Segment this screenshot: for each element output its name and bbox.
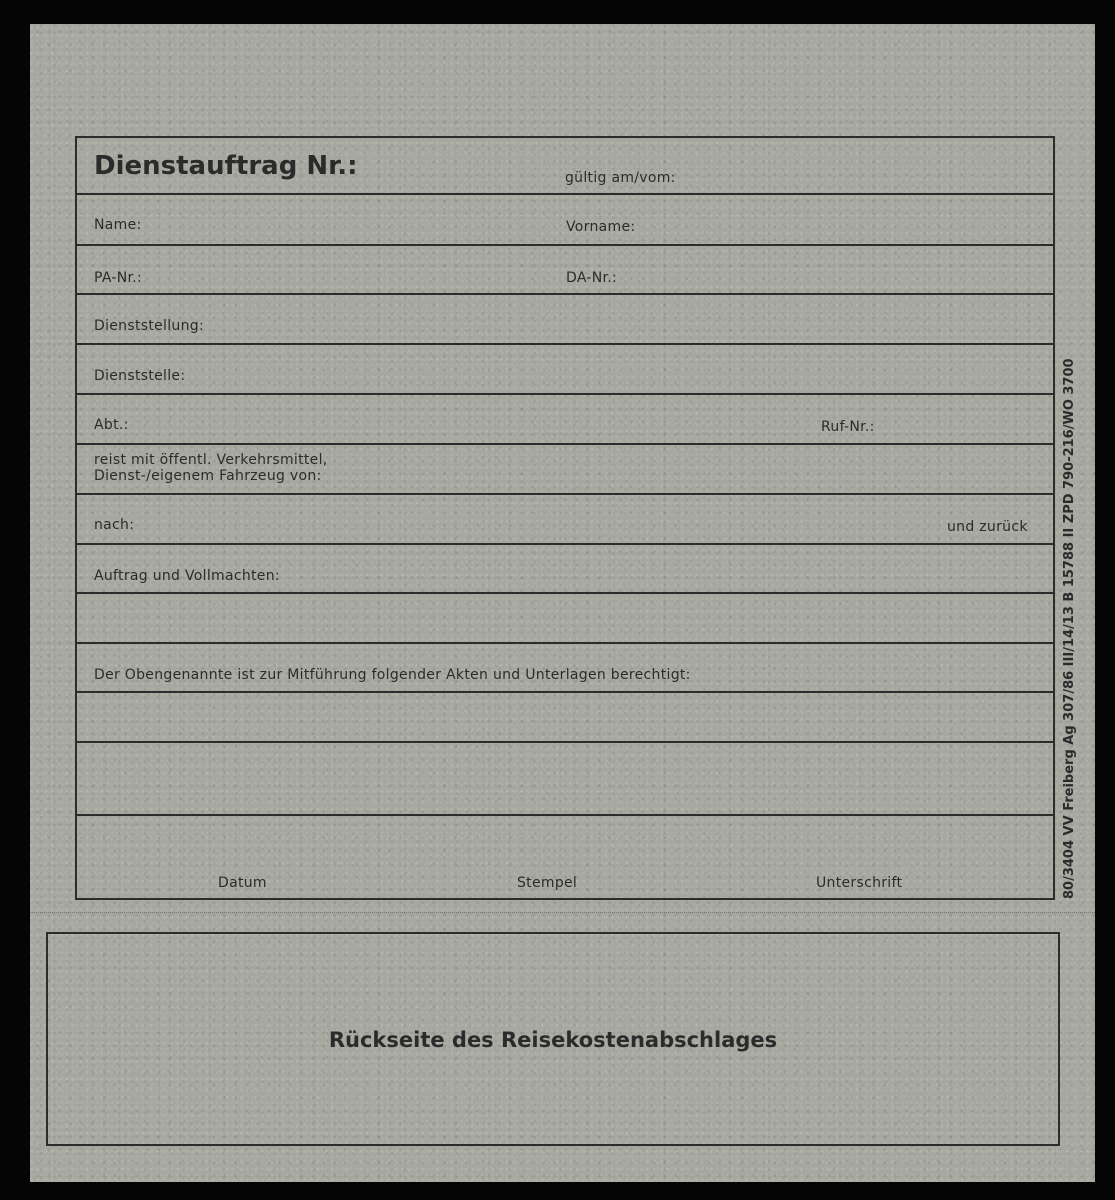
row-title bbox=[77, 138, 1053, 195]
print-code: 80/3404 VV Freiberg Ag 307/86 III/14/13 B 15788 II ZPD 790-216/WO 3700 bbox=[1062, 358, 1077, 899]
label-travel-line1: reist mit öffentl. Verkehrsmittel, bbox=[94, 452, 328, 468]
row-name bbox=[77, 195, 1053, 246]
row-blank-3 bbox=[77, 743, 1053, 816]
row-pa-nr bbox=[77, 246, 1053, 295]
form-sheet bbox=[30, 24, 1095, 1182]
label-unterschrift: Unterschrift bbox=[816, 875, 903, 891]
label-datum: Datum bbox=[218, 875, 267, 891]
back-section bbox=[46, 932, 1060, 1146]
row-auftrag bbox=[77, 545, 1053, 594]
dienstauftrag-form bbox=[75, 136, 1055, 900]
row-dienststelle bbox=[77, 345, 1053, 395]
label-dienststellung: Dienststellung: bbox=[94, 318, 204, 334]
label-da-nr: DA-Nr.: bbox=[566, 270, 618, 286]
perforation-line bbox=[30, 912, 1095, 913]
row-nach bbox=[77, 495, 1053, 545]
form-title: Dienstauftrag Nr.: bbox=[94, 151, 358, 181]
label-stempel: Stempel bbox=[517, 875, 578, 891]
row-abt bbox=[77, 395, 1053, 445]
label-auftrag: Auftrag und Vollmachten: bbox=[94, 568, 280, 584]
label-und-zurueck: und zurück bbox=[947, 519, 1028, 535]
row-dienststellung bbox=[77, 295, 1053, 345]
row-blank-2 bbox=[77, 693, 1053, 743]
label-akten: Der Obengenannte ist zur Mitführung folgender Akten und Unterlagen berechtigt: bbox=[94, 667, 691, 683]
label-dienststelle: Dienststelle: bbox=[94, 368, 186, 384]
label-travel-line2: Dienst-/eigenem Fahrzeug von: bbox=[94, 468, 322, 484]
label-abt: Abt.: bbox=[94, 417, 129, 433]
label-pa-nr: PA-Nr.: bbox=[94, 270, 143, 286]
label-valid: gültig am/vom: bbox=[565, 170, 676, 186]
label-nach: nach: bbox=[94, 517, 135, 533]
label-ruf-nr: Ruf-Nr.: bbox=[821, 419, 875, 435]
row-blank-1 bbox=[77, 594, 1053, 644]
back-title: Rückseite des Reisekostenabschlages bbox=[328, 1028, 778, 1052]
label-vorname: Vorname: bbox=[566, 219, 636, 235]
row-travel bbox=[77, 445, 1053, 495]
row-signature bbox=[77, 816, 1053, 900]
row-akten bbox=[77, 644, 1053, 693]
label-name: Name: bbox=[94, 217, 142, 233]
